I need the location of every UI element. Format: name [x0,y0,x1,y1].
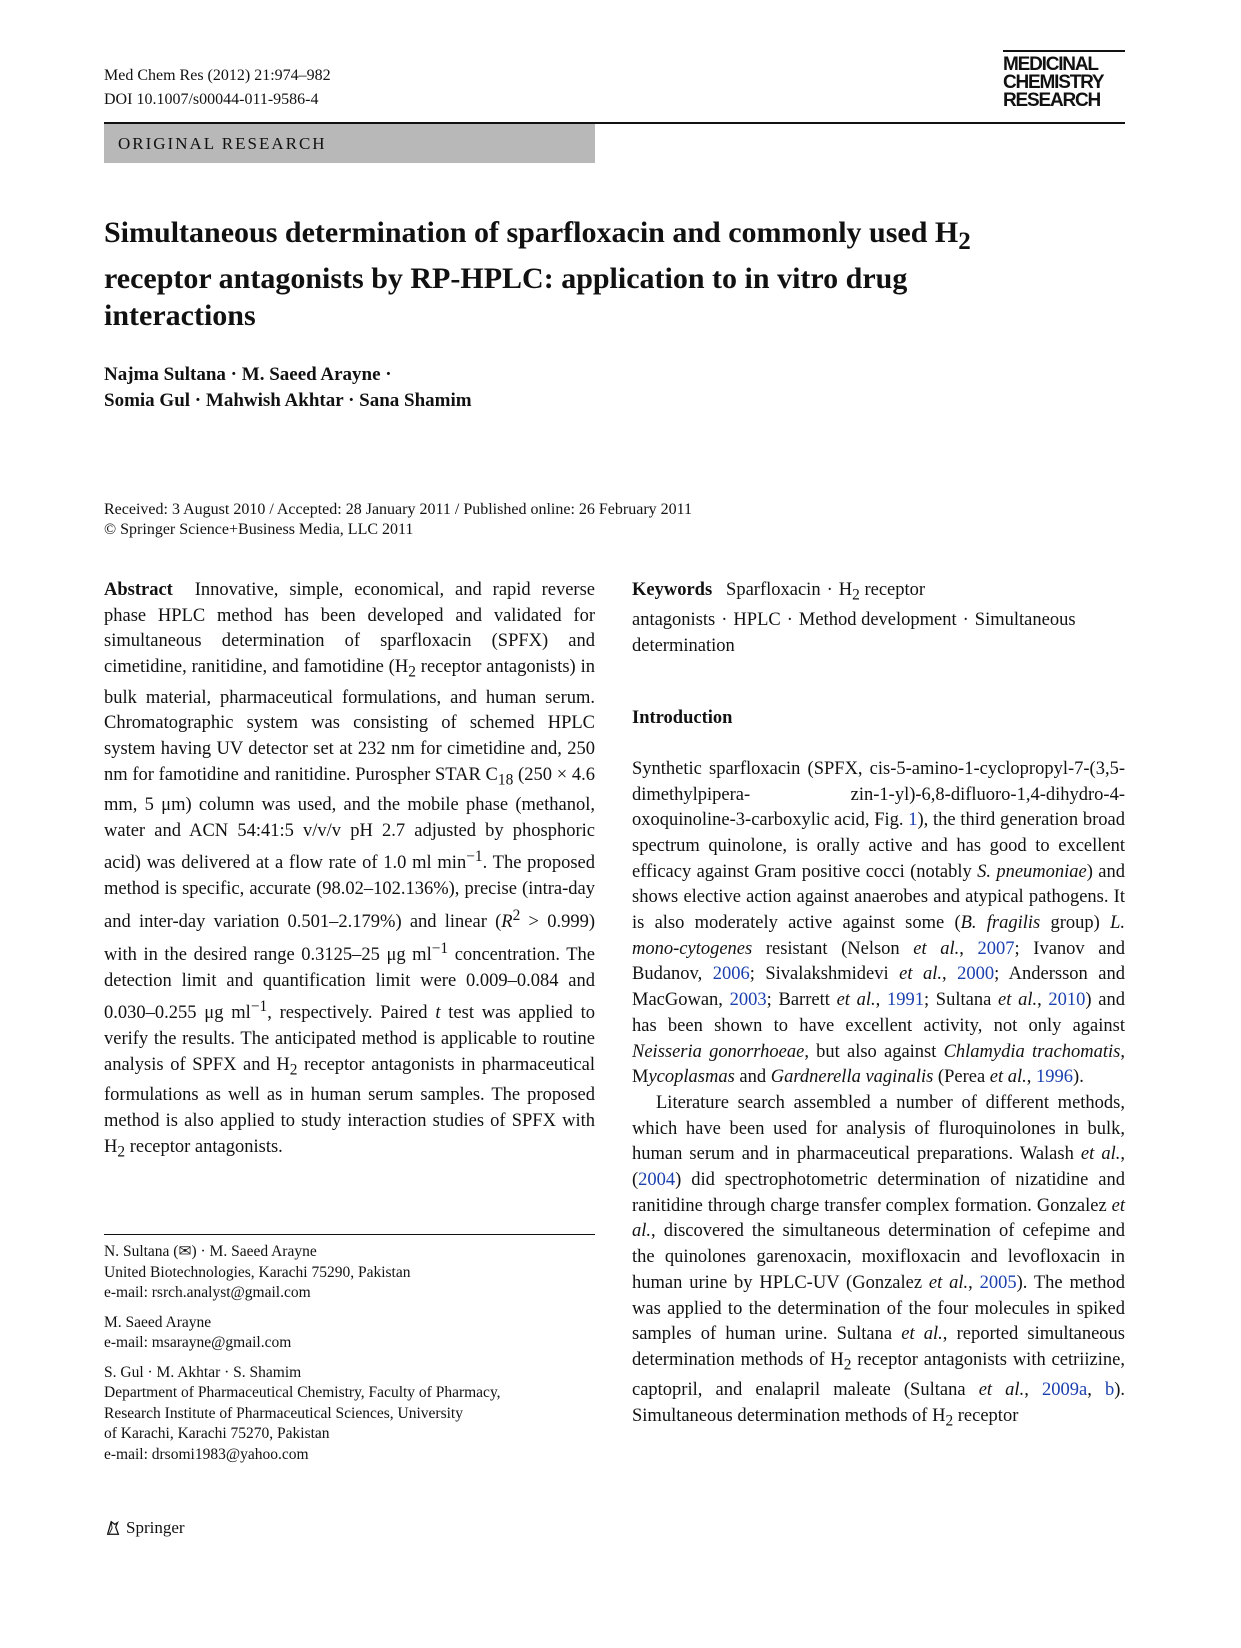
author-affiliations [104,1242,595,1474]
citation-link[interactable]: 2005 [979,1272,1017,1293]
intro-paragraph-2: Literature search assembled a number of different methods, which have been used for analysis of fluroquinolones in bulk, human serum and in pharmaceutical preparations. Walash et al., (2004) did spectrophotometric determination of nizatidine and ranitidine through charge transfer complex formation. Gonzalez et al., discovered the simultaneous determination of cefepime and the quinolones garenoxacin, moxifloxacin and levofloxacin in human urine by HPLC-UV (Gonzalez et al., 2005). The method was applied to the determination of the four molecules in spiked samples of human urine. Sultana et al., reported simultaneous determination methods of $H_2$ receptor antagonists with cetriizine, captopril, and enalapril maleate (Sultana et al., 2009a, b). Simultaneous determination methods of $H_2$ receptor [632,1092,1126,1430]
dates-line: Received: 3 August 2010 / Accepted: 28 January 2011 / Published online: 26 February 2011 [104,501,693,518]
envelope-icon: ✉ [178,1243,192,1260]
copyright: © Springer Science+Business Media, LLC 2011 [104,521,414,538]
citation-link[interactable]: 2007 [977,938,1015,959]
citation-link[interactable]: 2003 [729,990,767,1011]
citation-link[interactable]: 2004 [638,1170,676,1191]
citation-link[interactable]: 1991 [886,990,924,1011]
introduction-heading: Introduction [632,707,733,728]
footnote-rule [104,1234,595,1235]
publisher-name: Springer [126,1518,185,1537]
email-link[interactable]: e-mail: msarayne@gmail.com [104,1334,292,1351]
intro-paragraph-1: Synthetic sparfloxacin (SPFX, cis-5-amino-1-cyclopropyl-7-(3,5-dimethylpipera- zin-1-yl)-6,8-difluoro-1,4-dihydro-4-oxoquinoline-3-carboxylic acid, Fig. 1), the third generation broad spectrum quinolone, is orally active and has good to excellent efficacy against Gram positive cocci (notably S. pneumoniae) and shows elective action against anaerobes and atypical pathogens. It is also moderately active against some (B. fragilis group) L. mono-cytogenes resistant (Nelson et al., 2007; Ivanov and Budanov, 2006; Sivalakshmidevi et al., 2000; Andersson and MacGowan, 2003; Barrett et al., 1991; Sultana et al., 2010) and has been shown to have excellent activity, not only against Neisseria gonorrhoeae, but also against Chlamydia trachomatis, Mycoplasmas and Gardnerella vaginalis (Perea et al., 1996). [632,758,1125,1088]
figure-link[interactable]: 1 [908,810,918,831]
citation-link[interactable]: b [1104,1380,1115,1401]
citation-link[interactable]: 2006 [712,964,750,985]
affiliation-block: N. Sultana (✉) · M. Saeed Arayne United Biotechnologies, Karachi 75290, Pakistan e-mail: rsrch.analyst@gmail.com [104,1242,595,1304]
abstract-heading: Abstract [104,580,173,600]
citation-link[interactable]: 2010 [1048,990,1086,1011]
keywords: Keywords Sparfloxacin · $H_2$ receptor antagonists · HPLC · Method development · Simultaneous determination [632,580,1076,657]
journal-reference [104,64,331,112]
journal-citation: Med Chem Res (2012) 21:974–982 [104,67,331,84]
section-label: ORIGINAL RESEARCH [104,124,595,163]
left-column [104,578,595,1165]
citation-link[interactable]: 2000 [957,964,995,985]
citation-link[interactable]: 1996 [1036,1067,1074,1088]
author-list: Najma Sultana · M. Saeed Arayne · Somia Gul · Mahwish Akhtar · Sana Shamim [104,364,472,411]
page-footer [104,1518,185,1538]
right-column [632,578,1125,1434]
journal-logo: MEDICINAL CHEMISTRY RESEARCH [1003,50,1125,110]
springer-horse-icon [104,1519,122,1537]
keywords-heading: Keywords [632,580,713,600]
citation-link[interactable]: 2009a [1041,1380,1088,1401]
publication-dates [104,500,692,540]
doi: DOI 10.1007/s00044-011-9586-4 [104,91,319,108]
email-link[interactable]: e-mail: rsrch.analyst@gmail.com [104,1284,311,1301]
email-link[interactable]: e-mail: drsomi1983@yahoo.com [104,1445,309,1463]
abstract: Abstract Innovative, simple, economical, and rapid reverse phase HPLC method has been developed and validated for simultaneous determination of sparfloxacin (SPFX) and cimetidine, ranitidine, and famotidine ($H_2$ receptor antagonists) in bulk material, pharmaceutical formulations, and human serum. Chromatographic system was consisting of schemed HPLC system having UV detector set at 232 nm for cimetidine and, 250 nm for famotidine and ranitidine. Purospher STAR $C_{18}$ (250 × 4.6 mm, 5 μm) column was used, and the mobile phase (methanol, water and ACN 54:41:5 v/v/v pH 2.7 adjusted by phosphoric acid) was delivered at a flow rate of 1.0 ml $\min^{-1}$. The proposed method is specific, accurate (98.02–102.136%), precise (intra-day and inter-day variation 0.501–2.179%) and linear $(R^2 > 0.999)$ with in the desired range 0.3125–25 μg $ml^{-1}$ concentration. The detection limit and quantification limit were 0.009–0.084 and 0.030–0.255 μg $ml^{-1}$, respectively. Paired t test was applied to verify the results. The anticipated method is applicable to routine analysis of SPFX and $H_2$ receptor antagonists in pharmaceutical formulations as well as in human serum samples. The proposed method is also applied to study interaction studies of SPFX with $H_2$ receptor antagonists. [104,580,596,1161]
affiliation-block: S. Gul · M. Akhtar · S. Shamim Department of Pharmaceutical Chemistry, Faculty of Pharmacy, Research Institute of Pharmaceutical Sciences, University of Karachi, Karachi 75270, Pakistan e-mail: drsomi1983@yahoo.com [104,1363,595,1466]
affiliation-block: M. Saeed Arayne e-mail: msarayne@gmail.com [104,1313,595,1354]
article-title: Simultaneous determination of sparfloxacin and commonly used $H_2$ receptor antagonists by RP-HPLC: application to in vitro drug interactions [104,216,971,332]
